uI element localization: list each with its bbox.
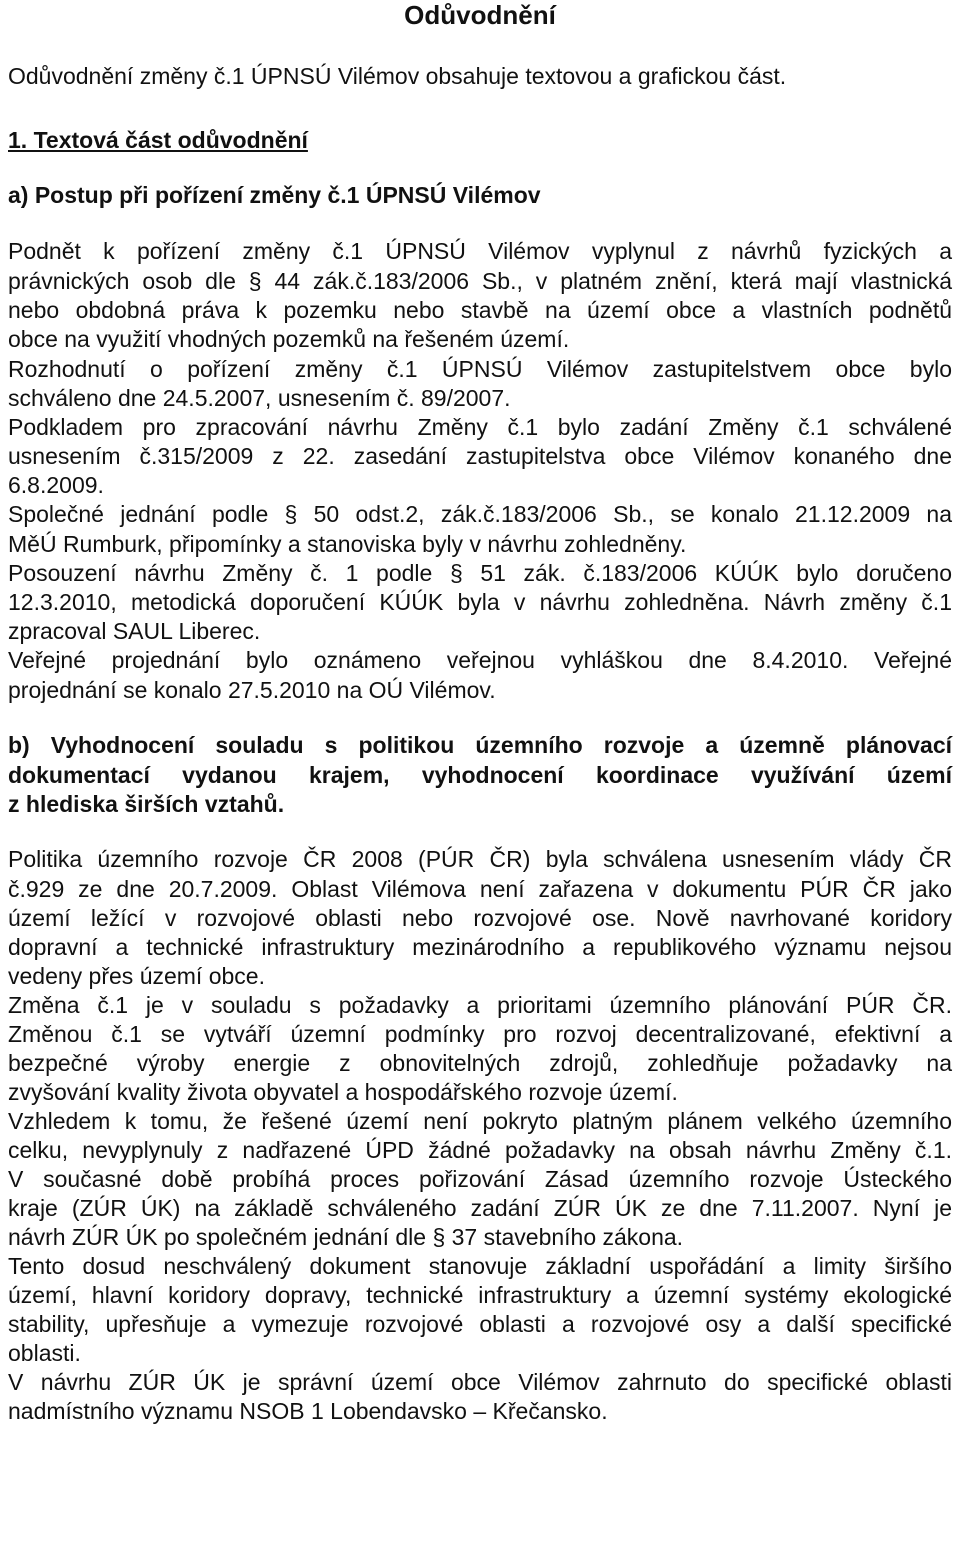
section-b-line: č.929 ze dne 20.7.2009. Oblast Vilémova není zařazena v dokumentu PÚR ČR jako <box>8 876 952 902</box>
section-b-heading-line: b) Vyhodnocení souladu s politikou územního rozvoje a územně plánovací <box>8 732 952 758</box>
section-b-line: stability, upřesňuje a vymezuje rozvojové oblasti a rozvojové osy a další specifické <box>8 1311 952 1337</box>
section-b-heading-line: z hlediska širších vztahů. <box>8 791 285 817</box>
document-heading: Odůvodnění <box>404 0 556 30</box>
intro-paragraph: Odůvodnění změny č.1 ÚPNSÚ Vilémov obsahuje textovou a grafickou část. <box>8 63 787 89</box>
section-b-heading-line: dokumentací vydanou krajem, vyhodnocení koordinace využívání území <box>8 762 952 788</box>
section-b-line: dopravní a technické infrastruktury mezinárodního a republikového významu nejsou <box>8 934 952 960</box>
section-a-line: Společné jednání podle § 50 odst.2, zák.č.183/2006 Sb., se konalo 21.12.2009 na <box>8 501 952 527</box>
section-b-line: oblasti. <box>8 1340 81 1366</box>
section-b-line: Změna č.1 je v souladu s požadavky a prioritami územního plánování PÚR ČR. <box>8 992 952 1018</box>
section-a-line: nebo obdobná práva k pozemku nebo stavbě na území obce a vlastních podnětů <box>8 297 952 323</box>
section-a-line: obce na využití vhodných pozemků na řešeném území. <box>8 326 570 352</box>
section-a-line: usnesením č.315/2009 z 22. zasedání zastupitelstva obce Vilémov konaného dne <box>8 443 952 469</box>
section-b-line: celku, nevyplynuly z nadřazené ÚPD žádné požadavky na obsah návrhu Změny č.1. <box>8 1137 952 1163</box>
section-a-line: projednání se konalo 27.5.2010 na OÚ Vilémov. <box>8 677 496 703</box>
section-b-line: nadmístního významu NSOB 1 Lobendavsko – Křečansko. <box>8 1398 608 1424</box>
section-b-line: Změnou č.1 se vytváří územní podmínky pro rozvoj decentralizované, efektivní a <box>8 1021 952 1047</box>
section-b-line: Politika územního rozvoje ČR 2008 (PÚR ČR) byla schválena usnesením vlády ČR <box>8 846 952 872</box>
section-b-line: vedeny přes území obce. <box>8 963 265 989</box>
section-a-line: 12.3.2010, metodická doporučení KÚÚK byla v návrhu zohledněna. Návrh změny č.1 <box>8 589 952 615</box>
section-a-line: Veřejné projednání bylo oznámeno veřejnou vyhláškou dne 8.4.2010. Veřejné <box>8 647 952 673</box>
section-b-line: zvyšování kvality života obyvatel a hospodářského rozvoje území. <box>8 1079 678 1105</box>
section-a-line: zpracoval SAUL Liberec. <box>8 618 261 644</box>
section-a-heading: a) Postup při pořízení změny č.1 ÚPNSÚ Vilémov <box>8 182 541 208</box>
section-b-line: Vzhledem k tomu, že řešené území není pokryto platným plánem velkého územního <box>8 1108 952 1134</box>
section-b-line: Tento dosud neschválený dokument stanovuje základní uspořádání a limity širšího <box>8 1253 952 1279</box>
section-a-line: Podkladem pro zpracování návrhu Změny č.1 bylo zadání Změny č.1 schválené <box>8 414 952 440</box>
section-a-line: schváleno dne 24.5.2007, usnesením č. 89/2007. <box>8 385 511 411</box>
section-a-line: Podnět k pořízení změny č.1 ÚPNSÚ Vilémov vyplynul z návrhů fyzických a <box>8 238 952 264</box>
section-b-line: kraje (ZÚR ÚK) na základě schváleného zadání ZÚR ÚK ze dne 7.11.2007. Nyní je <box>8 1195 952 1221</box>
section-a-line: Posouzení návrhu Změny č. 1 podle § 51 zák. č.183/2006 KÚÚK bylo doručeno <box>8 560 952 586</box>
section-b-line: V návrhu ZÚR ÚK je správní území obce Vilémov zahrnuto do specifické oblasti <box>8 1369 952 1395</box>
section-a-line: právnických osob dle § 44 zák.č.183/2006 Sb., v platném znění, která mají vlastnická <box>8 268 952 294</box>
section-b-line: území, hlavní koridory dopravy, technické infrastruktury a územní systémy ekologické <box>8 1282 952 1308</box>
section-b-line: návrh ZÚR ÚK po společném jednání dle § 37 stavebního zákona. <box>8 1224 684 1250</box>
section-b-line: území ležící v rozvojové oblasti nebo rozvojové ose. Nově navrhované koridory <box>8 905 952 931</box>
section-a-line: 6.8.2009. <box>8 472 104 498</box>
section-a-line: MěÚ Rumburk, připomínky a stanoviska byly v návrhu zohledněny. <box>8 531 687 557</box>
section-b-line: V současné době probíhá proces pořizování Zásad územního rozvoje Ústeckého <box>8 1166 952 1192</box>
section-1-heading: 1. Textová část odůvodnění <box>8 127 308 153</box>
section-a-line: Rozhodnutí o pořízení změny č.1 ÚPNSÚ Vilémov zastupitelstvem obce bylo <box>8 356 952 382</box>
section-b-line: bezpečné výroby energie z obnovitelných zdrojů, zohledňuje požadavky na <box>8 1050 952 1076</box>
